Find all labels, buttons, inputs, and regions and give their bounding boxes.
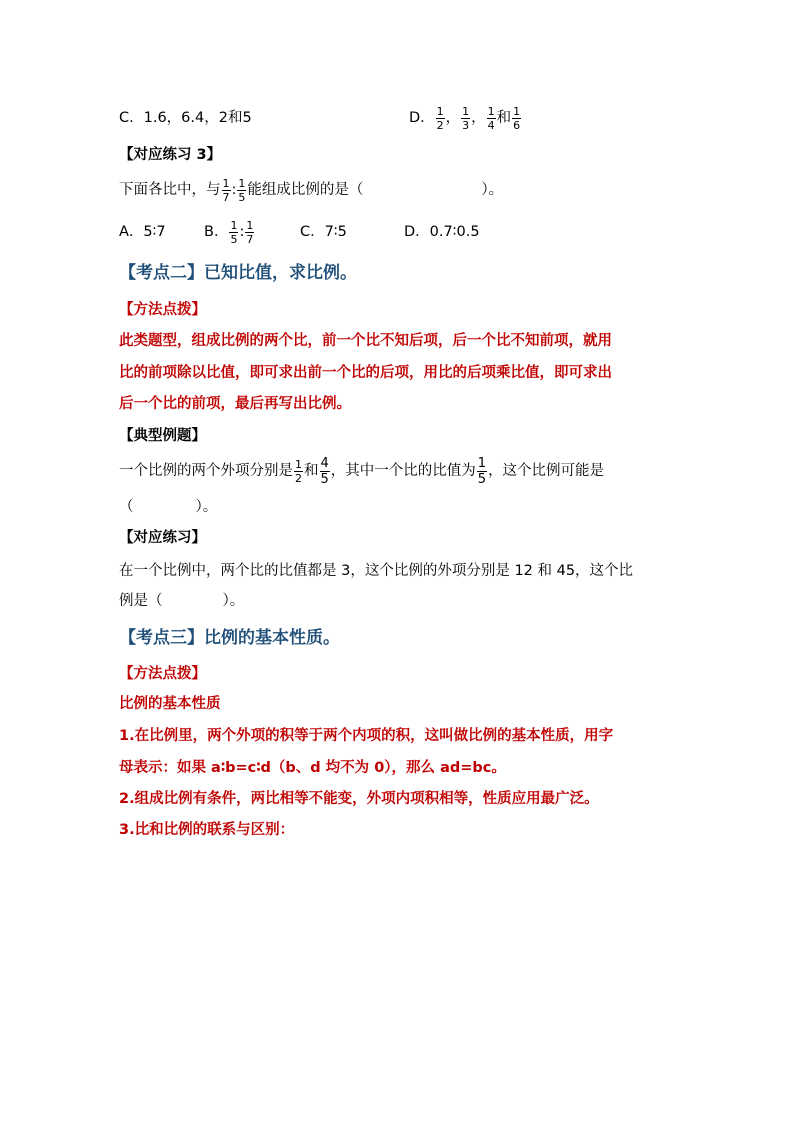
practice3-option-a: A．5∶7 <box>119 224 166 240</box>
practice3-option-c: C．7∶5 <box>300 224 347 240</box>
section3-method-heading: 【方法点拨】 <box>119 666 206 682</box>
fraction: $\frac{1}{5}$ <box>477 455 487 487</box>
practice3-stem: 下面各比中，与 $\frac{1}{7}$ : $\frac{1}{5}$ 能组成比例的是（ ）。 <box>119 176 504 204</box>
section2-practice-line-2: 例是（ ）。 <box>119 593 245 609</box>
fraction: $\frac{1}{6}$ <box>513 104 521 132</box>
fraction: $\frac{4}{5}$ <box>320 455 329 487</box>
section2-title: 【考点二】已知比值，求比例。 <box>119 263 357 283</box>
fraction: $\frac{1}{5}$ <box>238 176 246 204</box>
fraction: $\frac{1}{2}$ <box>295 457 302 485</box>
section2-method-line-3: 后一个比的前项，最后再写出比例。 <box>119 396 351 412</box>
section2-practice-line-1: 在一个比例中，两个比的比值都是 3，这个比例的外项分别是 12 和 45，这个比 <box>119 563 634 579</box>
fraction: $\frac{1}{4}$ <box>487 104 495 132</box>
section3-line-1: 1.在比例里，两个外项的积等于两个内项的积，这叫做比例的基本性质，用字 <box>119 728 614 744</box>
option-c: C．1.6，6.4，2和5 <box>119 110 252 126</box>
practice3-option-d: D．0.7∶0.5 <box>404 224 480 240</box>
section3-line-3: 2.组成比例有条件，两比相等不能变，外项内项积相等，性质应用最广泛。 <box>119 791 599 807</box>
fraction: $\frac{1}{7}$ <box>222 176 230 204</box>
fraction: $\frac{1}{2}$ <box>436 104 444 132</box>
section3-line-2: 母表示：如果 a∶b=c∶d（b、d 均不为 0），那么 ad=bc。 <box>119 760 506 776</box>
practice3-heading: 【对应练习 3】 <box>119 147 222 163</box>
fraction: $\frac{1}{3}$ <box>462 104 470 132</box>
section2-example-heading: 【典型例题】 <box>119 428 206 444</box>
section2-method-line-1: 此类题型，组成比例的两个比，前一个比不知后项，后一个比不知前项，就用 <box>119 333 612 349</box>
section3-line-4: 3.比和比例的联系与区别： <box>119 822 295 838</box>
section2-method-line-2: 比的前项除以比值，即可求出前一个比的后项，用比的后项乘比值，即可求出 <box>119 365 612 381</box>
section2-practice-heading: 【对应练习】 <box>119 530 206 546</box>
section2-example-line-2: （ ）。 <box>119 499 218 515</box>
section2-method-heading: 【方法点拨】 <box>119 302 206 318</box>
fraction: $\frac{1}{7}$ <box>246 218 254 246</box>
section2-example-line-1: 一个比例的两个外项分别是 $\frac{1}{2}$ 和 $\frac{4}{5}$ ，其中一个比的比值为 $\frac{1}{5}$ ，这个比例可能是 <box>119 455 605 487</box>
practice3-option-b: B． $\frac{1}{5}$ : $\frac{1}{7}$ <box>204 218 254 246</box>
section3-title: 【考点三】比例的基本性质。 <box>119 628 340 648</box>
fraction: $\frac{1}{5}$ <box>230 218 238 246</box>
question-options-row <box>119 108 252 128</box>
option-d: D． $\frac{1}{2}$ ， $\frac{1}{3}$ ， $\frac{1}{4}$ 和 $\frac{1}{6}$ <box>409 104 521 132</box>
section3-line-0: 比例的基本性质 <box>119 696 221 712</box>
